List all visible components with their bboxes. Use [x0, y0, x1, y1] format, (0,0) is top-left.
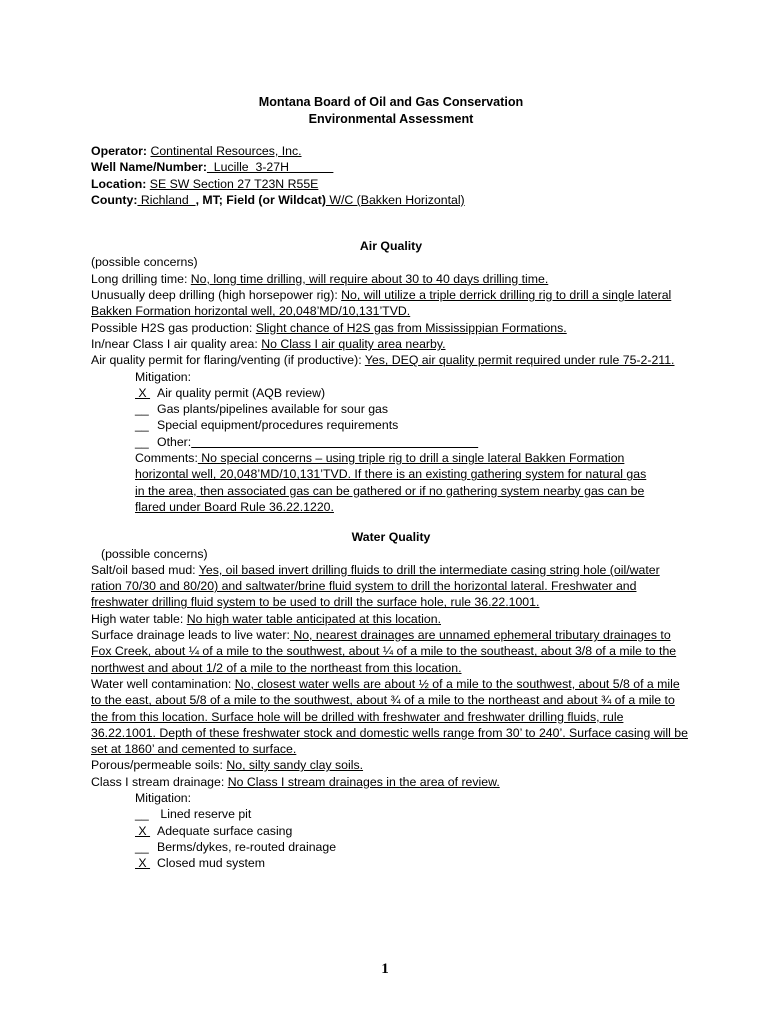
water-l6-value: No Class I stream drainages in the area of review.	[227, 774, 500, 789]
air-line-5	[91, 352, 691, 368]
water-item-text: Lined reserve pit	[157, 807, 252, 822]
field-value: W/C (Bakken Horizontal)	[325, 192, 465, 207]
water-item-mark: __	[135, 839, 149, 854]
location-label: Location:	[91, 176, 147, 191]
operator-value: Continental Resources, Inc.	[150, 144, 302, 158]
operator-label: Operator:	[91, 144, 148, 158]
water-l5-value: No, silty sandy clay soils.	[226, 758, 364, 773]
air-l5-value: Yes, DEQ air quality permit required under rule 75-2-211.	[364, 353, 675, 368]
doc-title-line2: Environmental Assessment	[308, 111, 474, 126]
doc-title-line1: Montana Board of Oil and Gas Conservation	[258, 95, 524, 109]
water-l5-label: Porous/permeable soils:	[91, 758, 227, 773]
location-value: SE SW Section 27 T23N R55E	[149, 176, 319, 191]
water-item-text: Adequate surface casing	[157, 823, 293, 838]
air-mitigation-item	[135, 401, 691, 417]
air-line-1	[91, 271, 691, 287]
water-l4-label: Water well contamination:	[91, 676, 235, 691]
water-item-mark: X	[135, 823, 151, 838]
well-line	[91, 159, 691, 175]
air-item-text: Gas plants/pipelines available for sour gas	[157, 402, 389, 417]
county-value: Richland	[137, 192, 196, 207]
water-l2-value: No high water table anticipated at this location.	[186, 611, 441, 626]
air-l5-label: Air quality permit for flaring/venting (if productive):	[91, 353, 365, 368]
water-mitigation-item	[135, 855, 691, 871]
water-concerns: (possible concerns)	[101, 546, 208, 561]
operator-line	[91, 143, 691, 159]
water-l3-label: Surface drainage leads to live water:	[91, 628, 290, 643]
water-item-mark: __	[135, 807, 149, 822]
water-l3-value: No, nearest drainages are unnamed ephemeral tributary drainages to Fox Creek, about ¼ of a mile to the southwest, about ¼ of a mile to the southeast, about 3/8 of a mile to the northwest and about 1/2 of a mile to the northeast from this location.	[91, 628, 677, 675]
air-item-mark: __	[135, 434, 149, 449]
water-l4-value: No, closest water wells are about ½ of a mile to the southwest, about 5/8 of a mile to the east, about 5/8 of a mile to the southwest, about ¾ of a mile to the northeast and about ¾ of a mile to the from this location. Surface hole will be drilled with freshwater and freshwater drilling fluids, rule 36.22.1001. Depth of these freshwater stock and domestic wells range from 30’ to 240’. Surface casing will be set at 1860’ and cemented to surface.	[91, 676, 688, 757]
county-line	[91, 192, 691, 208]
air-l2-value: No, will utilize a triple derrick drilling rig to drill a single lateral Bakken Formation horizontal well, 20,048’MD/10,131’TVD.	[91, 288, 672, 319]
water-mitigation-item	[135, 839, 691, 855]
air-line-3	[91, 320, 691, 336]
air-item-text: Special equipment/procedures requirements	[157, 418, 399, 433]
water-line-3	[91, 627, 691, 676]
water-item-mark: X	[135, 856, 151, 871]
page-number: 1	[381, 961, 389, 977]
air-l3-label: Possible H2S gas production:	[91, 320, 256, 335]
air-comments	[91, 450, 691, 515]
air-concerns: (possible concerns)	[91, 255, 198, 270]
air-mitigation-list	[91, 385, 691, 450]
water-mitigation-item	[135, 806, 691, 822]
air-mitigation-item	[135, 385, 691, 401]
air-item-mark: __	[135, 418, 149, 433]
air-comments-value: No special concerns – using triple rig to drill a single lateral Bakken Formation horizontal well, 20,048’MD/10,131’TVD. If there is an existing gathering system for natural gas in the area, then associated gas can be gathered or if no gathering system nearby gas can be flared under Board Rule 36.22.1220.	[135, 451, 647, 514]
water-l2-label: High water table:	[91, 611, 187, 626]
water-line-4	[91, 676, 691, 757]
air-item-text: Other:	[157, 434, 192, 449]
air-other-blank	[191, 435, 478, 449]
document-page	[91, 94, 691, 871]
air-l1-value: No, long time drilling, will require about 30 to 40 days drilling time.	[190, 271, 549, 286]
water-item-text: Closed mud system	[157, 856, 265, 871]
air-item-mark: __	[135, 402, 149, 417]
air-line-2	[91, 287, 691, 320]
water-l1-value: Yes, oil based invert drilling fluids to drill the intermediate casing string hole (oil/water ration 70/30 and 80/20) and saltwater/brine fluid system to drill the horizontal lateral. Freshwater and freshwater drilling fluid system to be used to drill the surface hole, rule 36.22.1001.	[91, 562, 660, 610]
county-mid: , MT; Field (or Wildcat)	[195, 192, 326, 207]
air-quality-heading: Air Quality	[359, 239, 423, 254]
air-comments-label: Comments:	[135, 451, 198, 466]
water-mitigation-item	[135, 823, 691, 839]
air-l1-label: Long drilling time:	[91, 271, 191, 286]
air-l4-value: No Class I air quality area nearby.	[261, 336, 446, 351]
water-quality-heading: Water Quality	[351, 530, 431, 545]
water-mitigation-label: Mitigation:	[135, 790, 192, 805]
water-line-6	[91, 774, 691, 790]
water-mitigation-list	[91, 806, 691, 871]
air-item-mark: X	[135, 385, 151, 400]
well-value: Lucille 3-27H	[206, 160, 334, 175]
air-mitigation-item	[135, 417, 691, 433]
location-line	[91, 176, 691, 192]
air-l3-value: Slight chance of H2S gas from Mississippian Formations.	[255, 320, 567, 335]
water-line-5	[91, 757, 691, 773]
air-mitigation-item	[135, 434, 691, 450]
air-l2-label: Unusually deep drilling (high horsepower rig):	[91, 288, 342, 303]
air-mitigation-label: Mitigation:	[135, 369, 192, 384]
air-l4-label: In/near Class I air quality area:	[91, 336, 262, 351]
county-label: County:	[91, 192, 138, 207]
water-item-text: Berms/dykes, re-routed drainage	[157, 839, 337, 854]
water-l1-label: Salt/oil based mud:	[91, 562, 199, 577]
water-line-2	[91, 611, 691, 627]
air-item-text: Air quality permit (AQB review)	[157, 385, 326, 400]
air-line-4	[91, 336, 691, 352]
well-label: Well Name/Number:	[91, 160, 207, 175]
water-line-1	[91, 562, 691, 611]
water-l6-label: Class I stream drainage:	[91, 774, 228, 789]
